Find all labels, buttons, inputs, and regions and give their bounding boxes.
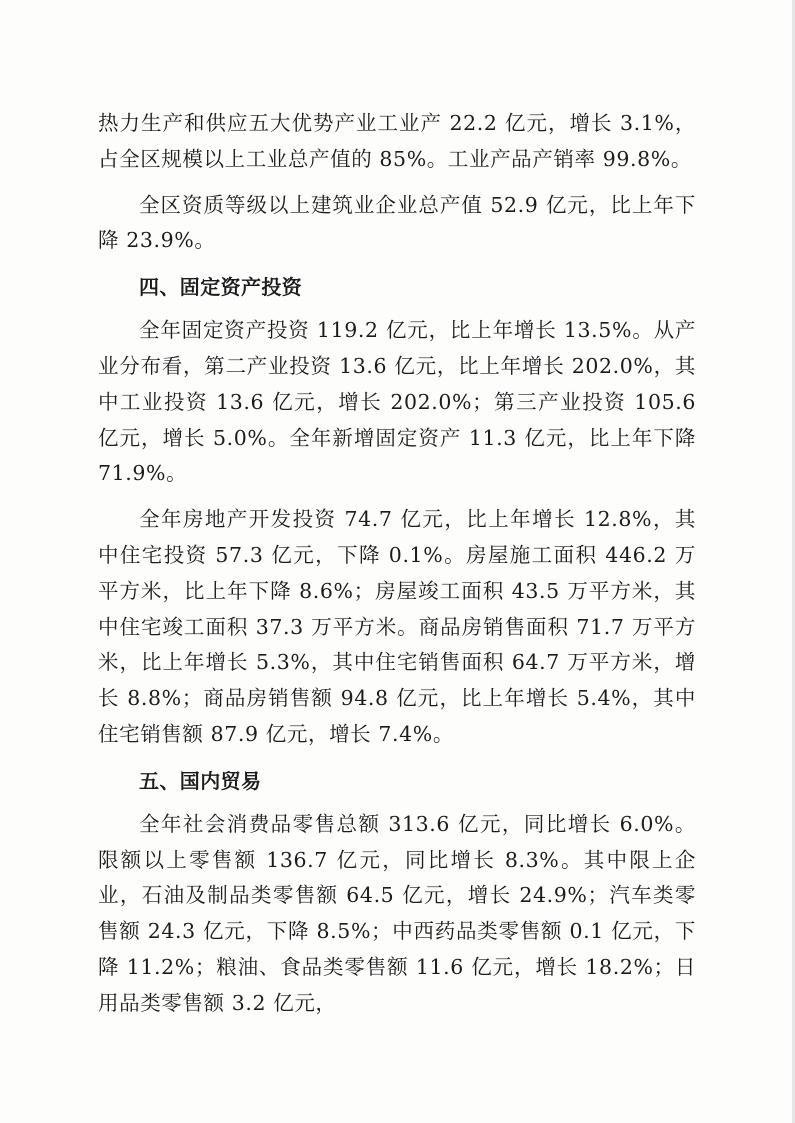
- paragraph-real-estate: 全年房地产开发投资 74.7 亿元，比上年增长 12.8%，其中住宅投资 57.3 亿元，下降 0.1%。房屋施工面积 446.2 万平方米，比上年下降 8.6%；房屋竣工面积 43.5 万平方米，其中住宅竣工面积 37.3 万平方米。商品房销售面积 71.7 万平方米，比上年增长 5.3%，其中住宅销售面积 64.7 万平方米，增长 8.8%；商品房销售额 94.8 亿元，比上年增长 5.4%，其中住宅销售额 87.9 亿元，增长 7.4%。: [98, 507, 696, 746]
- paragraph-construction: 全区资质等级以上建筑业企业总产值 52.9 亿元，比上年下降 23.9%。: [98, 192, 696, 253]
- paragraph-industry-output: 热力生产和供应五大优势产业工业产 22.2 亿元，增长 3.1%，占全区规模以上工业总产值的 85%。工业产品产销率 99.8%。: [98, 111, 696, 171]
- document-body: [98, 106, 696, 1032]
- paragraph-fixed-asset-investment: 全年固定资产投资 119.2 亿元，比上年增长 13.5%。从产业分布看，第二产业投资 13.6 亿元，比上年增长 202.0%，其中工业投资 13.6 亿元，增长 202.0%；第三产业投资 105.6 亿元，增长 5.0%。全年新增固定资产 11.3 亿元，比上年下降 71.9%。: [98, 318, 696, 486]
- section-heading-domestic-trade: 五、国内贸易: [139, 768, 262, 793]
- paragraph-retail-sales: 全年社会消费品零售总额 313.6 亿元，同比增长 6.0%。限额以上零售额 136.7 亿元，同比增长 8.3%。其中限上企业，石油及制品类零售额 64.5 亿元，增长 24.9%；汽车类零售额 24.3 亿元，下降 8.5%；中西药品类零售额 0.1 亿元，下降 11.2%；粮油、食品类零售额 11.6 亿元，增长 18.2%；日用品类零售额 3.2 亿元，: [98, 811, 696, 1015]
- section-heading-fixed-assets: 四、固定资产投资: [139, 275, 303, 300]
